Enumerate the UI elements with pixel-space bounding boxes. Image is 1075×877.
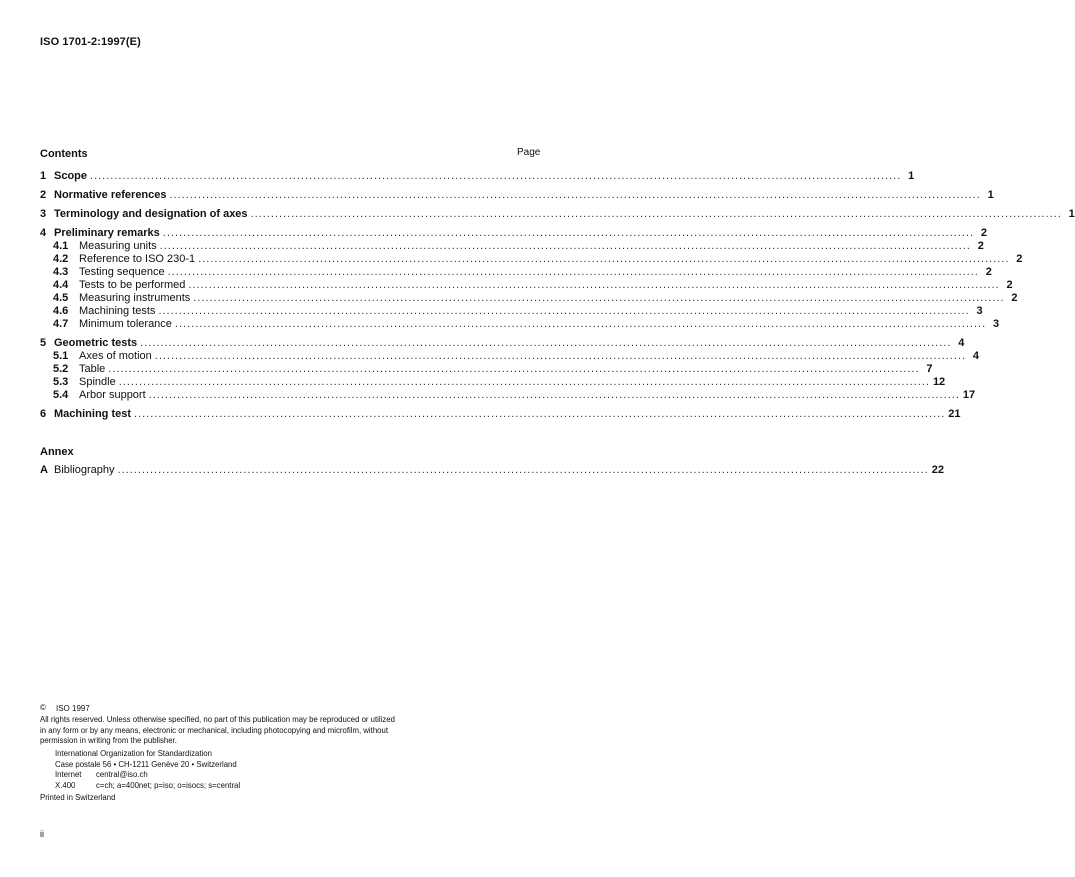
toc-entry-page: 12 — [932, 376, 946, 388]
dot-leader: ........................................................................................................................................................................................................ — [162, 227, 975, 239]
toc-entry-page: 3 — [976, 305, 983, 317]
dot-leader: ........................................................................................................................................................................................................ — [118, 376, 930, 388]
toc-entry-number: 4.3 — [53, 266, 69, 278]
toc-entry[interactable] — [40, 208, 1075, 221]
toc-entry[interactable] — [40, 389, 976, 402]
toc-entry-title: Machining test — [54, 408, 132, 420]
dot-leader: ........................................................................................................................................................................................................ — [250, 208, 1062, 220]
toc-entry-page: 4 — [958, 337, 965, 349]
dot-leader: ........................................................................................................................................................................................................ — [117, 464, 929, 476]
toc-entry[interactable] — [40, 266, 992, 279]
toc-entry[interactable] — [40, 337, 965, 350]
organization-name: International Organization for Standardization — [55, 749, 212, 758]
toc-entry-page: 17 — [962, 389, 976, 401]
toc-entry-title: Reference to ISO 230-1 — [79, 253, 196, 265]
internet-label: Internet — [55, 770, 82, 779]
toc-entry-page: 7 — [926, 363, 933, 375]
dot-leader: ........................................................................................................................................................................................................ — [159, 240, 971, 252]
dot-leader: ........................................................................................................................................................................................................ — [90, 170, 902, 182]
toc-entry[interactable] — [40, 189, 994, 202]
printed-in: Printed in Switzerland — [40, 793, 116, 802]
dot-leader: ........................................................................................................................................................................................................ — [134, 408, 946, 420]
toc-entry-page: 2 — [985, 266, 992, 278]
annex-heading: Annex — [40, 446, 74, 458]
dot-leader: ........................................................................................................................................................................................................ — [198, 253, 1010, 265]
annex-list — [40, 464, 945, 477]
toc-entry-number: 4.5 — [53, 292, 69, 304]
copyright-year: ISO 1997 — [56, 704, 90, 713]
toc-entry-page: 2 — [980, 227, 988, 239]
document-header: ISO 1701-2:1997(E) — [40, 36, 141, 48]
toc-entry-title: Minimum tolerance — [79, 318, 172, 330]
dot-leader: ........................................................................................................................................................................................................ — [154, 350, 966, 362]
toc-entry-title: Geometric tests — [54, 337, 138, 349]
iso-contact-block — [55, 749, 240, 791]
toc-entry-number: 5.2 — [53, 363, 69, 375]
rights-statement: All rights reserved. Unless otherwise specified, no part of this publication may be reproduced or utilized in any form or by any means, electronic or mechanical, including photocopying and microfilm, without permission in writing from the publisher. — [40, 715, 395, 745]
toc-entry-page: 1 — [987, 189, 994, 201]
toc-entry-number: 5.4 — [53, 389, 69, 401]
dot-leader: ........................................................................................................................................................................................................ — [167, 266, 979, 278]
toc-entry[interactable] — [40, 376, 946, 389]
internet-line — [55, 770, 240, 781]
toc-entry[interactable] — [40, 240, 984, 253]
toc-entry-page: 2 — [1011, 292, 1018, 304]
toc-entry[interactable] — [40, 305, 983, 318]
postal-address: Case postale 56 • CH-1211 Genève 20 • Switzerland — [55, 759, 237, 769]
toc-entry-page: 3 — [993, 318, 1000, 330]
toc-entry-title: Arbor support — [79, 389, 146, 401]
toc-entry-title: Bibliography — [54, 464, 115, 476]
dot-leader: ........................................................................................................................................................................................................ — [169, 189, 981, 201]
toc-entry-number: 1 — [40, 170, 47, 182]
internet-address: central@iso.ch — [96, 770, 148, 779]
toc-entry-title: Normative references — [54, 189, 167, 201]
toc-entry-page: 2 — [977, 240, 984, 252]
toc-entry-number: 4.1 — [53, 240, 69, 252]
toc-entry[interactable] — [40, 292, 1018, 305]
toc-entry[interactable] — [40, 170, 915, 183]
x400-line — [55, 781, 240, 792]
toc-entry-title: Testing sequence — [79, 266, 165, 278]
toc-entry-page: 2 — [1006, 279, 1013, 291]
toc-entry-number: 4.6 — [53, 305, 69, 317]
toc-entry-number: 5 — [40, 337, 47, 349]
dot-leader: ........................................................................................................................................................................................................ — [188, 279, 1000, 291]
toc-entry[interactable] — [40, 318, 1000, 331]
toc-entry-title: Scope — [54, 170, 88, 182]
dot-leader: ........................................................................................................................................................................................................ — [148, 389, 960, 401]
toc-entry-number: 3 — [40, 208, 47, 220]
toc-entry[interactable] — [40, 227, 988, 240]
toc-entry-title: Machining tests — [79, 305, 156, 317]
toc-entry[interactable] — [40, 363, 933, 376]
table-of-contents — [40, 170, 1075, 421]
toc-entry-page: 21 — [948, 408, 961, 420]
toc-entry-number: 5.1 — [53, 350, 69, 362]
toc-entry-title: Table — [79, 363, 106, 375]
toc-entry-number: A — [40, 464, 48, 476]
toc-entry-number: 4.2 — [53, 253, 69, 265]
toc-entry-title: Tests to be performed — [79, 279, 186, 291]
toc-entry-title: Axes of motion — [79, 350, 152, 362]
toc-entry-page: 4 — [972, 350, 979, 362]
toc-entry-number: 2 — [40, 189, 47, 201]
toc-entry[interactable] — [40, 253, 1023, 266]
toc-entry-annex-a[interactable] — [40, 464, 945, 477]
toc-entry-title: Preliminary remarks — [54, 227, 160, 239]
toc-entry-page: 22 — [931, 464, 945, 476]
dot-leader: ........................................................................................................................................................................................................ — [158, 305, 970, 317]
contents-heading: Contents — [40, 148, 88, 160]
toc-entry-number: 5.3 — [53, 376, 69, 388]
toc-entry-number: 4 — [40, 227, 47, 239]
page-number: ii — [40, 829, 44, 839]
toc-entry-title: Terminology and designation of axes — [54, 208, 248, 220]
page-column-label: Page — [517, 147, 541, 158]
toc-entry[interactable] — [40, 408, 961, 421]
toc-entry-page: 1 — [1068, 208, 1075, 220]
toc-entry[interactable] — [40, 279, 1013, 292]
toc-entry[interactable] — [40, 350, 979, 363]
toc-entry-title: Spindle — [79, 376, 116, 388]
dot-leader: ........................................................................................................................................................................................................ — [140, 337, 952, 349]
dot-leader: ........................................................................................................................................................................................................ — [193, 292, 1005, 304]
x400-address: c=ch; a=400net; p=iso; o=isocs; s=central — [96, 780, 241, 790]
toc-entry-number: 4.7 — [53, 318, 69, 330]
copyright-symbol: © — [40, 703, 46, 712]
toc-entry-page: 1 — [908, 170, 915, 182]
toc-entry-number: 4.4 — [53, 279, 69, 291]
x400-label: X.400 — [55, 780, 76, 790]
toc-entry-number: 6 — [40, 408, 47, 420]
toc-entry-title: Measuring instruments — [79, 292, 191, 304]
dot-leader: ........................................................................................................................................................................................................ — [174, 318, 987, 330]
dot-leader: ........................................................................................................................................................................................................ — [108, 363, 920, 375]
toc-entry-page: 2 — [1016, 253, 1023, 265]
toc-entry-title: Measuring units — [79, 240, 157, 252]
